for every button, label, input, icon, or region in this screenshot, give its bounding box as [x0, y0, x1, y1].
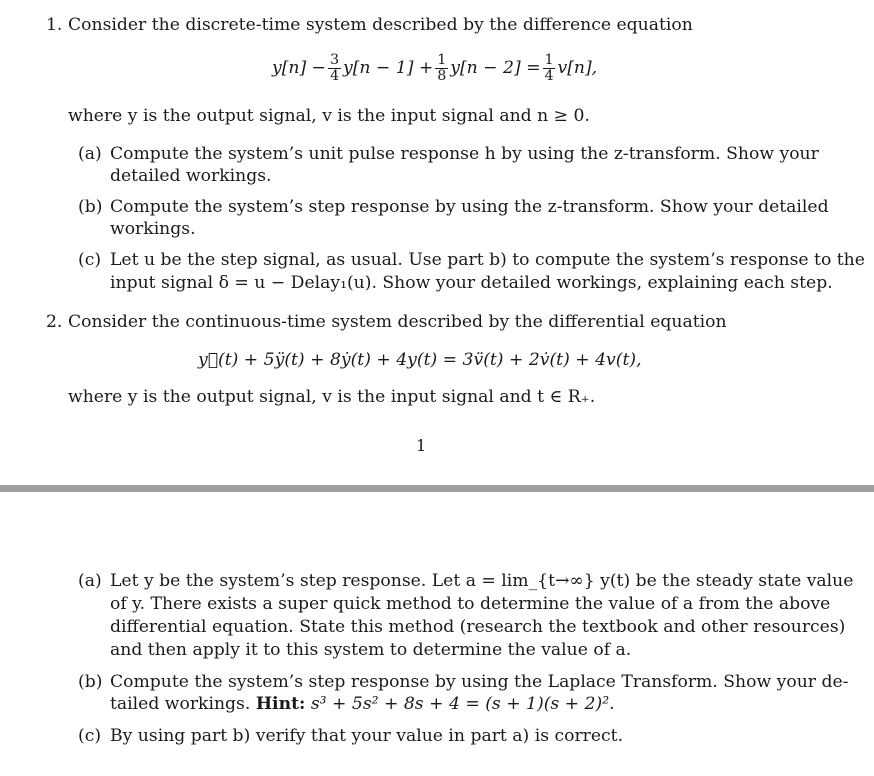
question-1-number: 1. — [46, 15, 63, 35]
part-1c-label: (c) — [78, 250, 102, 270]
eq-frac-1-8: $\frac{1}{8}$ — [437, 51, 447, 84]
part-1b-line-1: Compute the system’s step response by using the z-transform. Show your detailed — [110, 197, 829, 217]
differential-equation: y⃛(t) + 5ÿ(t) + 8ẏ(t) + 4y(t) = 3v̈(t) + 2v̇(t) + 4v(t), — [198, 350, 642, 370]
eq-lhs: y[n] − — [272, 58, 327, 78]
part-2a-line-1: Let y be the system’s step response. Let a = lim_{t→∞} y(t) be the steady state value — [110, 571, 854, 591]
hint-label: Hint: — [255, 694, 306, 714]
question-2-intro: Consider the continuous-time system described by the differential equation — [68, 312, 727, 332]
question-1-intro: Consider the discrete-time system described by the difference equation — [68, 15, 693, 35]
part-2b-line-2 — [110, 693, 615, 715]
part-2a-line-3: differential equation. State this method (research the textbook and other resources) — [110, 617, 846, 637]
part-1a-line-1: Compute the system’s unit pulse response h by using the z-transform. Show your — [110, 144, 819, 164]
page-separator — [0, 485, 874, 492]
part-2a-label: (a) — [78, 571, 102, 591]
part-1c-line-2: input signal δ = u − Delay₁(u). Show your detailed workings, explaining each step. — [110, 273, 833, 293]
difference-equation — [272, 48, 597, 88]
page-number: 1 — [416, 436, 427, 455]
part-2a-line-4: and then apply it to this system to determine the value of a. — [110, 640, 632, 660]
part-1b-label: (b) — [78, 197, 103, 217]
part-2b-line-1: Compute the system’s step response by using the Laplace Transform. Show your de- — [110, 672, 849, 692]
part-1a-label: (a) — [78, 144, 102, 164]
eq-term-1: y[n − 1] + — [342, 58, 434, 78]
question-2-where: where y is the output signal, v is the input signal and t ∈ R₊. — [68, 387, 596, 407]
question-2-number: 2. — [46, 312, 63, 332]
eq-frac-3-4: $\frac{3}{4}$ — [330, 51, 339, 84]
eq-frac-1-4: $\frac{1}{4}$ — [544, 51, 554, 84]
part-1b-line-2: workings. — [110, 219, 196, 239]
part-2b-line-2-text: tailed workings. — [110, 694, 251, 714]
part-1c-line-1: Let u be the step signal, as usual. Use part b) to compute the system’s response to the — [110, 250, 865, 270]
hint-text: s³ + 5s² + 8s + 4 = (s + 1)(s + 2)². — [310, 694, 615, 714]
eq-term-2: y[n − 2] = — [450, 58, 541, 78]
part-2c-label: (c) — [78, 726, 102, 746]
part-2b-label: (b) — [78, 672, 103, 692]
question-1-where: where y is the output signal, v is the input signal and n ≥ 0. — [68, 106, 590, 126]
part-1a-line-2: detailed workings. — [110, 166, 272, 186]
part-2a-line-2: of y. There exists a super quick method to determine the value of a from the above — [110, 594, 831, 614]
part-2c-line-1: By using part b) verify that your value in part a) is correct. — [110, 726, 624, 746]
eq-term-3: v[n], — [557, 58, 598, 78]
page-two — [0, 492, 874, 776]
